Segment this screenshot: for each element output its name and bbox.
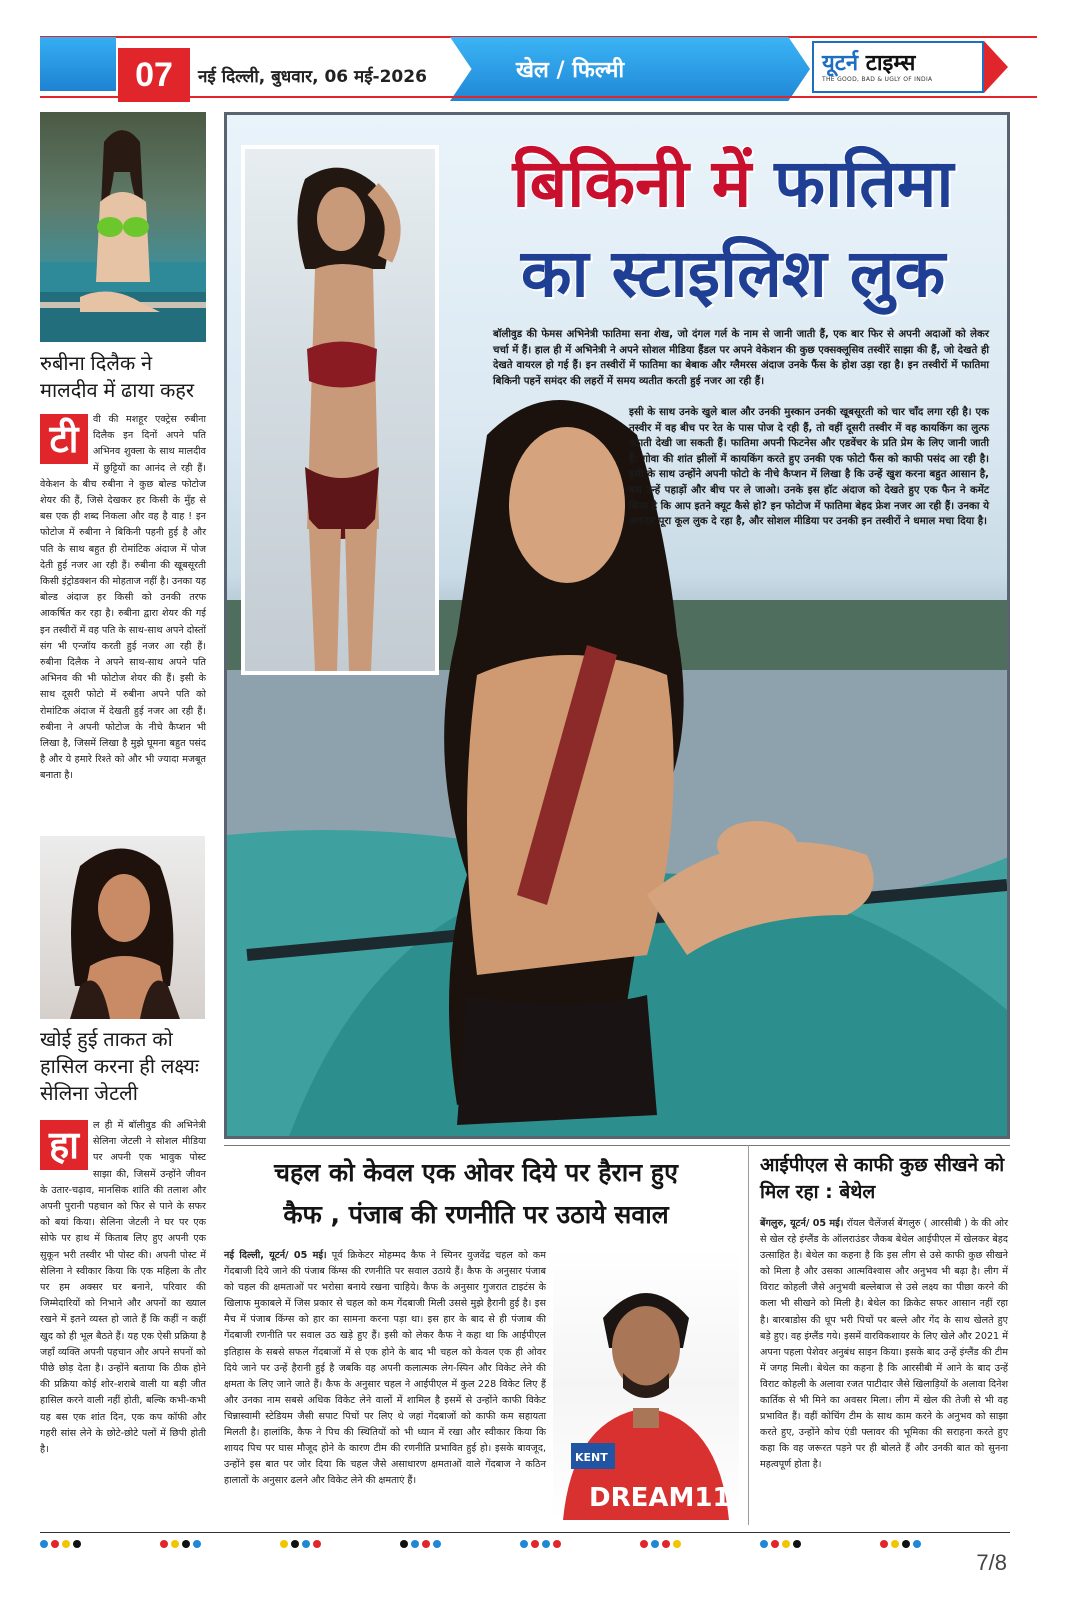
registration-dot	[651, 1540, 659, 1548]
feature-body-top: बॉलीवुड की फेमस अभिनेत्री फातिमा सना शेख, जो दंगल गर्ल के नाम से जानी जाती हैं, एक बार फिर से अपनी अदाओं को लेकर चर्चा में हैं। हाल ही में अभिनेत्री ने अपने सोशल मीडिया हैंडल पर अपने वेकेशन की कुछ एक्सक्लूसिव तस्वीरें साझा की हैं, जो देखते ही देखते वायरल हो गई हैं। इन तस्वीरों में फातिमा का बेबाक और ग्लैमरस अंदाज उनके फैंस के होश उड़ा रहा है। इन तस्वीरों में फातिमा बिकिनी पहनें समंदर की लहरों में समय व्यतीत करती हुई नजर आ रही हैं।	[493, 329, 989, 387]
title-part-red: बिकिनी में	[512, 145, 752, 222]
registration-dot	[400, 1540, 408, 1548]
chahal-headline-line-2: कैफ , पंजाब की रणनीति पर उठाये सवाल	[283, 1200, 669, 1229]
celina-figure-illustration	[40, 836, 205, 1019]
registration-dot	[542, 1540, 550, 1548]
registration-dot	[520, 1540, 528, 1548]
fatima-beach-inset-photo	[241, 145, 439, 675]
registration-dot	[422, 1540, 430, 1548]
registration-dot	[302, 1540, 310, 1548]
footer-rule	[40, 1532, 1010, 1533]
registration-dot	[640, 1540, 648, 1548]
registration-dot	[760, 1540, 768, 1548]
dot-group	[640, 1540, 681, 1548]
rubina-figure-illustration	[40, 112, 206, 342]
bethel-story-body	[760, 1216, 1008, 1474]
dot-group	[880, 1540, 921, 1548]
celina-story-body	[40, 1118, 206, 1458]
registration-dot	[880, 1540, 888, 1548]
chahal-figure-illustration	[553, 1248, 739, 1520]
dot-group	[520, 1540, 561, 1548]
dot-group	[160, 1540, 201, 1548]
dot-group	[40, 1540, 81, 1548]
registration-dot	[433, 1540, 441, 1548]
registration-dot	[902, 1540, 910, 1548]
rubina-dropcap: टी	[40, 414, 88, 464]
logo-part-2: टाइम्स	[865, 50, 916, 76]
celina-portrait-photo	[40, 836, 205, 1019]
bethel-byline: बेंगलुरु, यूटर्न/ 05 मई।	[760, 1218, 844, 1229]
dot-group	[400, 1540, 441, 1548]
registration-dot	[280, 1540, 288, 1548]
registration-dot	[771, 1540, 779, 1548]
chahal-player-photo	[553, 1248, 739, 1520]
rubina-story-body	[40, 412, 206, 785]
feature-headline	[463, 139, 1003, 319]
fatima-standing-illustration	[245, 149, 435, 671]
celina-dropcap: हा	[40, 1120, 88, 1170]
registration-dot	[531, 1540, 539, 1548]
registration-dot	[913, 1540, 921, 1548]
registration-dot	[193, 1540, 201, 1548]
page-fraction: 7/8	[976, 1550, 1007, 1575]
chahal-byline: नई दिल्ली, यूटर्न/ 05 मई।	[224, 1250, 327, 1261]
jersey-sponsor-text: DREAM11	[589, 1483, 731, 1513]
registration-dot	[662, 1540, 670, 1548]
registration-dot	[51, 1540, 59, 1548]
registration-dot	[160, 1540, 168, 1548]
registration-dot	[782, 1540, 790, 1548]
registration-dot	[73, 1540, 81, 1548]
dot-group	[280, 1540, 321, 1548]
registration-dot	[411, 1540, 419, 1548]
chahal-body-text: पूर्व क्रिकेटर मोहम्मद कैफ ने स्पिनर युजवेंद्र चहल को कम गेंदबाजी दिये जाने की पंजाब किंग्स की रणनीति पर सवाल उठाये हैं। कैफ के अनुसार पंजाब को चहल की क्षमताओं पर भरोसा बनाये रखना चाहिये। कैफ के अनुसार गुजरात टाइटंस के खिलाफ मुकाबले में जिस प्रकार से चहल को कम गेंदबाजी मिली उससे मुझे हैरानी हुई है। इस मैच में पंजाब किंग्स को हार का सामना करना पड़ा था। इस हार के बाद से ही पंजाब की गेंदबाजी रणनीति पर सवाल उठ खड़े हुए हैं। इसी को लेकर कैफ ने कहा था कि आईपीएल इतिहास के सबसे सफल गेंदबाजों में से एक होने के बाद भी चहल को केवल एक ही ओवर दिये जाने पर उन्हें हैरानी हुई है जबकि वह अपनी कलात्मक लेग-स्पिन और विकेट लेने की क्षमता के लिए जाने जाते हैं। कैफ के अनुसार चहल ने आईपीएल में कुल 228 विकेट लिए हैं और उनका नाम सबसे अधिक विकेट लेने वालों में शामिल है इसमें से उन्होंने काफी विकेट चिन्नास्वामी स्टेडियम जैसी सपाट पिचों पर लिए थे जहां गेंदबाजों को काफी कम सहायता मिलती है। हालांकि, कैफ ने पिच की स्थितियों को भी ध्यान में रखा और स्वीकार किया कि शायद पिच पर घास मौजूद होने के कारण टीम की रणनीति प्रभावित हुई हो। इसके बावजूद, उन्होंने इस बात पर जोर दिया कि चहल जैसे असाधारण क्षमताओं वाले गेंदबाज ने कठिन हालातों के अनुसार ढलने और विकेट लेने की क्षमताएं हैं।	[224, 1250, 546, 1487]
bethel-body-text: रॉयल चैलेंजर्स बेंगलुरु ( आरसीबी ) के की ओर से खेल रहे इंग्लैंड के ऑलराउंडर जैकब बेथेल आईपीएल में खेलकर बेहद उत्साहित है। बेथेल का कहना है कि इस लीग से उसे काफी कुछ सीखने को मिला है और उसका आत्मविश्वास और अनुभव भी बढ़ा है। लीग में विराट कोहली जैसे अनुभवी बल्लेबाज से उसे लक्ष्य का पीछा करने की कला भी सीखने को मिली है। बेथेल का क्रिकेट सफर आसान नहीं रहा है। बारबाडोस की धूप भरी पिचों पर बल्ले और गेंद के साथ खेलते हुए बड़े हुए। वह इंग्लैंड गये। इसमें वारविकशायर के लिए खेले और 2021 में अपना पहला पेशेवर अनुबंध साइन किया। इसके बाद उन्हें इंग्लैंड की टीम में जगह मिली। बेथेल का कहना है कि आरसीबी में आने के बाद उन्हें विराट कोहली के अलावा रजत पाटीदार जैसे खिलाड़ियों के अलावा दिनेश कार्तिक से भी मिने का अवसर मिला। लीग में खेल की तेजी से भी वह प्रभावित हैं। वहीं कोचिंग टीम के साथ काम करने के अनुभव को साझा करते हुए, उन्होंने कोच एंडी फ्लावर की भूमिका की सराहना करते हुए कहा कि वह जरूरत पड़ने पर ही बोलते हैं और उनकी बात को सुनना महत्वपूर्ण होता है।	[760, 1218, 1008, 1471]
section-label: खेल / फिल्मी	[515, 58, 625, 83]
section-divider	[224, 1145, 1010, 1146]
registration-dot	[313, 1540, 321, 1548]
chahal-story-body	[224, 1248, 546, 1489]
title-line-2: का स्टाइलिश लुक	[520, 235, 946, 312]
header-bottom-rule	[40, 96, 1037, 98]
dateline: नई दिल्ली, बुधवार, 06 मई-2026	[198, 66, 427, 87]
jersey-badge-text: KENT	[575, 1451, 608, 1464]
registration-dot	[171, 1540, 179, 1548]
registration-dot	[62, 1540, 70, 1548]
registration-dot	[793, 1540, 801, 1548]
rubina-headline: रुबीना दिलैक ने मालदीव में ढाया कहर	[40, 351, 195, 402]
logo-arrow-icon	[984, 41, 1008, 93]
feature-body-bottom: इसी के साथ उनके खुले बाल और उनकी मुस्कान उनकी खूबसूरती को चार चाँद लगा रही है। एक तस्वीर में वह बीच पर रेत के पास पोज दे रही हैं, तो वहीं दूसरी तस्वीर में वह कायकिंग का लुत्फ उठाती देखी जा सकती हैं। फातिमा अपनी फिटनेस और एडवेंचर के प्रति प्रेम के लिए जानी जाती हैं। गोवा की शांत झीलों में कायकिंग करते हुए उनकी एक फोटो फैंस को काफी पसंद आ रही है। इसी के साथ उन्होंने अपनी फोटो के नीचे कैप्शन में लिखा है कि उन्हें खुश करना बहुत आसान है, बस उन्हें पहाड़ों और बीच पर ले जाओ। उनके इस हॉट अंदाज को देखते हुए एक फैन ने कमेंट किया है कि आप इतने क्यूट कैसे हो? इन फोटोज में फातिमा बेहद फ्रेश नजर आ रही हैं। उनका ये अवतार पूरा कूल लुक दे रहा है, और सोशल मीडिया पर उनकी इन तस्वीरों ने धमाल मचा दिया है।	[629, 407, 989, 528]
registration-dot	[673, 1540, 681, 1548]
page-number: 07	[118, 48, 190, 102]
logo-tagline: THE GOOD, BAD & UGLY OF INDIA	[822, 75, 933, 83]
dot-group	[760, 1540, 801, 1548]
celina-body-text: ल ही में बॉलीवुड की अभिनेत्री सेलिना जेटली ने सोशल मीडिया पर अपनी एक भावुक पोस्ट साझा की, जिसमें उन्होंने जीवन के उतार-चढ़ाव, मानसिक शांति की तलाश और अपनी पुरानी पहचान को फिर से पाने के सफर को बयां किया। सेलिना जेटली ने घर पर एक सोफे पर हाथ में किताब लिए हुए अपनी एक सुकून भरी तस्वीर भी पोस्ट की। अपनी पोस्ट में सेलिना ने स्वीकार किया कि एक महिला के तौर पर हम अक्सर घर बनाने, परिवार की जिम्मेदारियों को निभाने और अपनों का ख्याल रखने में इतने व्यस्त हो जाते हैं कि कहीं न कहीं खुद को ही भूल बैठते हैं। यह एक ऐसी प्रक्रिया है जहाँ व्यक्ति अपनी पहचान और अपने सपनों को पीछे छोड़ देता है। उन्होंने बताया कि ठीक होने की प्रक्रिया कोई शोर-शराबे वाली या बड़ी जीत हासिल करने वाली नहीं होती, बल्कि कभी-कभी यह बस एक शांत दिन, एक कप कॉफी और गहरी सांस लेने के छोटे-छोटे पलों में छिपी होती है।	[40, 1120, 206, 1456]
bethel-headline: आईपीएल से काफी कुछ सीखने को मिल रहा : बेथेल	[760, 1154, 1005, 1203]
celina-headline: खोई हुई ताकत को हासिल करना ही लक्ष्यः सेलिना जेटली	[40, 1027, 199, 1105]
rubina-pool-photo	[40, 112, 206, 342]
logo-part-1: यूटर्न	[822, 50, 859, 76]
chahal-headline-line-1: चहल को केवल एक ओवर दिये पर हैरान हुए	[274, 1158, 678, 1187]
registration-dot	[40, 1540, 48, 1548]
registration-dot	[891, 1540, 899, 1548]
column-rule	[748, 1145, 749, 1525]
masthead-logo	[812, 41, 984, 93]
registration-dot	[182, 1540, 190, 1548]
title-part-blue: फातिमा	[774, 145, 954, 222]
fatima-feature-block	[224, 112, 1010, 1139]
chahal-headline	[226, 1152, 726, 1236]
registration-dot	[291, 1540, 299, 1548]
rubina-body-text: वी की मशहूर एक्ट्रेस रुबीना दिलैक इन दिनों अपने पति अभिनव शुक्ला के साथ मालदीव में छुट्टियों का आनंद ले रही हैं। वेकेशन के बीच रुबीना ने कुछ बोल्ड फोटोज शेयर की हैं, जिसे देखकर हर किसी के मुँह से बस एक ही शब्द निकला और वह है वाह ! इन फोटोज में रुबीना ने बिकिनी पहनी हुई है और पति के साथ बहुत ही रोमांटिक अंदाज में पोज देती हुई नजर आ रही हैं। रुबीना की खूबसूरती किसी इंट्रोडक्शन की मोहताज नहीं है। उनका यह बोल्ड अंदाज हर किसी को उनकी तरफ आकर्षित कर रहा है। रुबीना द्वारा शेयर की गई इन तस्वीरों में वह पति के साथ-साथ अपने दोस्तों संग भी एन्जॉय करती हुई नजर आ रही हैं। रुबीना दिलैक ने अपने साथ-साथ अपने पति अभिनव की भी फोटोज शेयर की हैं। इसी के साथ दूसरी फोटो में रुबीना अपने पति को रोमांटिक अंदाज में देखती हुई नजर आ रही हैं। रुबीना ने अपनी फोटोज के नीचे कैप्शन भी लिखा है, जिसमें लिखा है मुझे घूमना बहुत पसंद है और ये हमारे रिश्ते को और भी ज्यादा मजबूत बनाता है।	[40, 414, 206, 782]
header-blue-stripe	[40, 37, 116, 91]
registration-dot	[553, 1540, 561, 1548]
